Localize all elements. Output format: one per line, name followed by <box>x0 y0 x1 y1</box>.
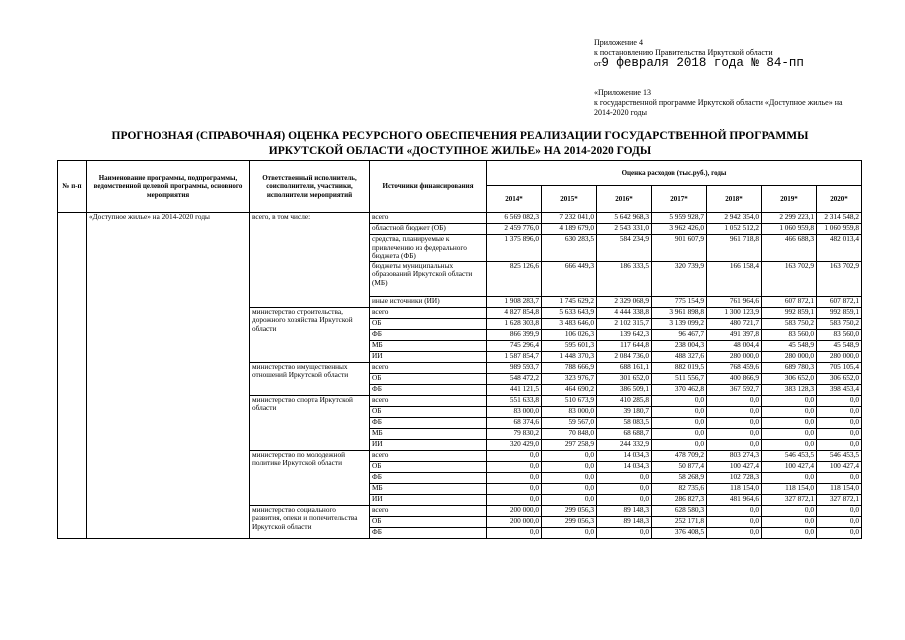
value-cell: 5 959 928,7 <box>652 213 707 224</box>
value-cell: 0,0 <box>652 395 707 406</box>
source-cell: всего <box>370 213 487 224</box>
value-cell: 0,0 <box>817 417 862 428</box>
value-cell: 478 709,2 <box>652 450 707 461</box>
value-cell: 488 327,6 <box>652 351 707 362</box>
value-cell: 0,0 <box>597 483 652 494</box>
value-cell: 367 592,7 <box>707 384 762 395</box>
value-cell: 280 000,0 <box>707 351 762 362</box>
value-cell: 238 004,3 <box>652 340 707 351</box>
value-cell: 50 877,4 <box>652 461 707 472</box>
responsible-cell: министерство имущественных отношений Иркутской области <box>250 362 370 395</box>
value-cell: 5 633 643,9 <box>542 307 597 318</box>
value-cell: 2 543 331,0 <box>597 224 652 235</box>
value-cell: 0,0 <box>542 483 597 494</box>
value-cell: 0,0 <box>817 527 862 538</box>
value-cell: 5 642 968,3 <box>597 213 652 224</box>
source-cell: ОБ <box>370 318 487 329</box>
value-cell: 200 000,0 <box>487 516 542 527</box>
value-cell: 768 459,6 <box>707 362 762 373</box>
value-cell: 301 652,0 <box>597 373 652 384</box>
value-cell: 83 560,0 <box>817 329 862 340</box>
value-cell: 745 296,4 <box>487 340 542 351</box>
value-cell: 118 154,0 <box>817 483 862 494</box>
value-cell: 3 139 099,2 <box>652 318 707 329</box>
value-cell: 628 580,3 <box>652 505 707 516</box>
value-cell: 2 084 736,0 <box>597 351 652 362</box>
value-cell: 139 642,3 <box>597 329 652 340</box>
value-cell: 166 158,4 <box>707 261 762 296</box>
resolution-date: 9 февраля 2018 года № 84-пп <box>601 56 804 70</box>
value-cell: 788 666,9 <box>542 362 597 373</box>
value-cell: 989 593,7 <box>487 362 542 373</box>
value-cell: 761 964,6 <box>707 296 762 307</box>
program-appendix-header <box>594 88 854 118</box>
value-cell: 551 633,8 <box>487 395 542 406</box>
source-cell: ОБ <box>370 406 487 417</box>
source-cell: всего <box>370 505 487 516</box>
value-cell: 0,0 <box>652 428 707 439</box>
value-cell: 410 285,8 <box>597 395 652 406</box>
value-cell: 0,0 <box>707 439 762 450</box>
value-cell: 803 274,3 <box>707 450 762 461</box>
value-cell: 2 314 548,2 <box>817 213 862 224</box>
value-cell: 1 060 959,8 <box>817 224 862 235</box>
value-cell: 163 702,9 <box>817 261 862 296</box>
value-cell: 3 962 426,0 <box>652 224 707 235</box>
resolution-date-line <box>594 58 804 69</box>
value-cell: 306 652,0 <box>762 373 817 384</box>
value-cell: 0,0 <box>707 428 762 439</box>
source-cell: всего <box>370 362 487 373</box>
value-cell: 320 739,9 <box>652 261 707 296</box>
value-cell: 491 397,8 <box>707 329 762 340</box>
value-cell: 0,0 <box>707 406 762 417</box>
source-cell: всего <box>370 395 487 406</box>
value-cell: 1 628 303,8 <box>487 318 542 329</box>
source-cell: ИИ <box>370 351 487 362</box>
value-cell: 0,0 <box>707 417 762 428</box>
value-cell: 68 688,7 <box>597 428 652 439</box>
value-cell: 992 859,1 <box>817 307 862 318</box>
value-cell: 825 126,6 <box>487 261 542 296</box>
value-cell: 1 060 959,8 <box>762 224 817 235</box>
value-cell: 6 569 082,3 <box>487 213 542 224</box>
value-cell: 323 976,7 <box>542 373 597 384</box>
value-cell: 100 427,4 <box>707 461 762 472</box>
value-cell: 775 154,9 <box>652 296 707 307</box>
program-reference: к государственной программе Иркутской области «Доступное жилье» на 2014-2020 годы <box>594 98 843 117</box>
value-cell: 327 872,1 <box>817 494 862 505</box>
value-cell: 584 234,9 <box>597 235 652 262</box>
responsible-cell: министерство спорта Иркутской области <box>250 395 370 450</box>
col-header-year: 2017* <box>652 186 707 213</box>
value-cell: 398 453,4 <box>817 384 862 395</box>
source-cell: всего <box>370 450 487 461</box>
value-cell: 0,0 <box>817 516 862 527</box>
appendix-header <box>594 38 804 69</box>
source-cell: ИИ <box>370 439 487 450</box>
value-cell: 0,0 <box>817 439 862 450</box>
value-cell: 297 258,9 <box>542 439 597 450</box>
value-cell: 100 427,4 <box>762 461 817 472</box>
source-cell: ФБ <box>370 384 487 395</box>
value-cell: 306 652,0 <box>817 373 862 384</box>
resource-table <box>57 160 862 539</box>
value-cell: 117 644,8 <box>597 340 652 351</box>
source-cell: МБ <box>370 483 487 494</box>
value-cell: 0,0 <box>542 527 597 538</box>
value-cell: 7 232 041,0 <box>542 213 597 224</box>
value-cell: 866 399,9 <box>487 329 542 340</box>
value-cell: 59 567,0 <box>542 417 597 428</box>
value-cell: 441 121,5 <box>487 384 542 395</box>
program-appendix-number: «Приложение 13 <box>594 88 651 97</box>
value-cell: 0,0 <box>762 439 817 450</box>
value-cell: 45 548,9 <box>817 340 862 351</box>
title-line-1: ПРОГНОЗНАЯ (СПРАВОЧНАЯ) ОЦЕНКА РЕСУРСНОГО ОБЕСПЕЧЕНИЯ РЕАЛИЗАЦИИ ГОСУДАРСТВЕННОЙ ПРОГРАММЫ <box>111 130 809 142</box>
value-cell: 68 374,6 <box>487 417 542 428</box>
value-cell: 4 827 854,8 <box>487 307 542 318</box>
value-cell: 244 332,9 <box>597 439 652 450</box>
col-header-num: № п-п <box>58 161 87 213</box>
value-cell: 299 056,3 <box>542 516 597 527</box>
value-cell: 383 128,3 <box>762 384 817 395</box>
row-number-cell <box>58 213 87 539</box>
source-cell: ФБ <box>370 329 487 340</box>
source-cell: МБ <box>370 428 487 439</box>
value-cell: 96 467,7 <box>652 329 707 340</box>
value-cell: 688 161,1 <box>597 362 652 373</box>
value-cell: 299 056,3 <box>542 505 597 516</box>
value-cell: 200 000,0 <box>487 505 542 516</box>
value-cell: 0,0 <box>707 395 762 406</box>
source-cell: ОБ <box>370 516 487 527</box>
value-cell: 0,0 <box>597 472 652 483</box>
value-cell: 163 702,9 <box>762 261 817 296</box>
source-cell: бюджеты муниципальных образований Иркутской области (МБ) <box>370 261 487 296</box>
value-cell: 0,0 <box>487 494 542 505</box>
col-header-year: 2014* <box>487 186 542 213</box>
value-cell: 14 034,3 <box>597 461 652 472</box>
value-cell: 464 690,2 <box>542 384 597 395</box>
value-cell: 14 034,3 <box>597 450 652 461</box>
value-cell: 0,0 <box>762 527 817 538</box>
value-cell: 1 587 854,7 <box>487 351 542 362</box>
value-cell: 1 300 123,9 <box>707 307 762 318</box>
value-cell: 0,0 <box>487 461 542 472</box>
value-cell: 0,0 <box>597 527 652 538</box>
value-cell: 510 673,9 <box>542 395 597 406</box>
value-cell: 1 375 896,0 <box>487 235 542 262</box>
value-cell: 548 472,2 <box>487 373 542 384</box>
value-cell: 89 148,3 <box>597 505 652 516</box>
value-cell: 0,0 <box>762 472 817 483</box>
value-cell: 4 189 679,0 <box>542 224 597 235</box>
value-cell: 2 102 315,7 <box>597 318 652 329</box>
source-cell: ОБ <box>370 461 487 472</box>
value-cell: 106 026,3 <box>542 329 597 340</box>
value-cell: 901 607,9 <box>652 235 707 262</box>
date-prefix: от <box>594 59 602 68</box>
value-cell: 58 268,9 <box>652 472 707 483</box>
value-cell: 607 872,1 <box>762 296 817 307</box>
table-row <box>58 213 862 224</box>
value-cell: 82 735,6 <box>652 483 707 494</box>
value-cell: 595 601,3 <box>542 340 597 351</box>
source-cell: иные источники (ИИ) <box>370 296 487 307</box>
value-cell: 2 299 223,1 <box>762 213 817 224</box>
value-cell: 39 180,7 <box>597 406 652 417</box>
value-cell: 45 548,9 <box>762 340 817 351</box>
value-cell: 83 560,0 <box>762 329 817 340</box>
value-cell: 0,0 <box>817 505 862 516</box>
responsible-cell: всего, в том числе: <box>250 213 370 308</box>
value-cell: 0,0 <box>542 450 597 461</box>
col-header-year: 2020* <box>817 186 862 213</box>
value-cell: 689 780,3 <box>762 362 817 373</box>
value-cell: 0,0 <box>542 461 597 472</box>
value-cell: 0,0 <box>762 406 817 417</box>
value-cell: 0,0 <box>487 450 542 461</box>
col-header-name: Наименование программы, подпрограммы, ведомственной целевой программы, основного мероприятия <box>87 161 250 213</box>
value-cell: 89 148,3 <box>597 516 652 527</box>
value-cell: 0,0 <box>652 406 707 417</box>
source-cell: ИИ <box>370 494 487 505</box>
value-cell: 583 750,2 <box>817 318 862 329</box>
value-cell: 3 483 646,0 <box>542 318 597 329</box>
value-cell: 0,0 <box>762 505 817 516</box>
value-cell: 481 964,6 <box>707 494 762 505</box>
col-header-year: 2018* <box>707 186 762 213</box>
source-cell: всего <box>370 307 487 318</box>
value-cell: 1 745 629,2 <box>542 296 597 307</box>
value-cell: 0,0 <box>707 516 762 527</box>
value-cell: 882 019,5 <box>652 362 707 373</box>
col-header-estimate: Оценка расходов (тыс.руб.), годы <box>487 161 862 186</box>
value-cell: 961 718,8 <box>707 235 762 262</box>
value-cell: 0,0 <box>652 417 707 428</box>
value-cell: 546 453,5 <box>762 450 817 461</box>
value-cell: 0,0 <box>762 428 817 439</box>
value-cell: 0,0 <box>487 472 542 483</box>
value-cell: 0,0 <box>707 527 762 538</box>
value-cell: 2 329 068,9 <box>597 296 652 307</box>
value-cell: 0,0 <box>762 395 817 406</box>
value-cell: 1 908 283,7 <box>487 296 542 307</box>
value-cell: 630 283,5 <box>542 235 597 262</box>
responsible-cell: министерство социального развития, опеки и попечительства Иркутской области <box>250 505 370 538</box>
value-cell: 0,0 <box>817 395 862 406</box>
value-cell: 48 004,4 <box>707 340 762 351</box>
value-cell: 0,0 <box>542 472 597 483</box>
title-line-2: ИРКУТСКОЙ ОБЛАСТИ «ДОСТУПНОЕ ЖИЛЬЕ» НА 2014-2020 ГОДЫ <box>268 145 652 157</box>
value-cell: 118 154,0 <box>707 483 762 494</box>
value-cell: 327 872,1 <box>762 494 817 505</box>
value-cell: 2 459 776,0 <box>487 224 542 235</box>
value-cell: 4 444 338,8 <box>597 307 652 318</box>
value-cell: 118 154,0 <box>762 483 817 494</box>
value-cell: 0,0 <box>762 516 817 527</box>
value-cell: 100 427,4 <box>817 461 862 472</box>
value-cell: 400 866,9 <box>707 373 762 384</box>
value-cell: 58 083,5 <box>597 417 652 428</box>
value-cell: 370 462,8 <box>652 384 707 395</box>
value-cell: 280 000,0 <box>817 351 862 362</box>
source-cell: областной бюджет (ОБ) <box>370 224 487 235</box>
value-cell: 320 429,0 <box>487 439 542 450</box>
program-name-cell: «Доступное жилье» на 2014-2020 годы <box>87 213 250 539</box>
value-cell: 0,0 <box>817 406 862 417</box>
source-cell: ОБ <box>370 373 487 384</box>
source-cell: ФБ <box>370 527 487 538</box>
value-cell: 79 830,2 <box>487 428 542 439</box>
value-cell: 0,0 <box>817 428 862 439</box>
value-cell: 482 013,4 <box>817 235 862 262</box>
appendix-number: Приложение 4 <box>594 38 643 47</box>
value-cell: 3 961 898,8 <box>652 307 707 318</box>
source-cell: ФБ <box>370 472 487 483</box>
value-cell: 386 509,1 <box>597 384 652 395</box>
col-header-year: 2019* <box>762 186 817 213</box>
value-cell: 0,0 <box>707 505 762 516</box>
value-cell: 0,0 <box>597 494 652 505</box>
resolution-reference: к постановлению Правительства Иркутской области <box>594 48 773 57</box>
value-cell: 480 721,7 <box>707 318 762 329</box>
value-cell: 0,0 <box>817 472 862 483</box>
value-cell: 2 942 354,0 <box>707 213 762 224</box>
value-cell: 70 848,0 <box>542 428 597 439</box>
value-cell: 0,0 <box>652 439 707 450</box>
value-cell: 511 556,7 <box>652 373 707 384</box>
value-cell: 0,0 <box>542 494 597 505</box>
value-cell: 583 750,2 <box>762 318 817 329</box>
source-cell: МБ <box>370 340 487 351</box>
value-cell: 376 408,5 <box>652 527 707 538</box>
responsible-cell: министерство по молодежной политике Иркутской области <box>250 450 370 505</box>
col-header-year: 2015* <box>542 186 597 213</box>
responsible-cell: министерство строительства, дорожного хозяйства Иркутской области <box>250 307 370 362</box>
value-cell: 0,0 <box>762 417 817 428</box>
value-cell: 466 688,3 <box>762 235 817 262</box>
value-cell: 286 827,3 <box>652 494 707 505</box>
source-cell: ФБ <box>370 417 487 428</box>
value-cell: 280 000,0 <box>762 351 817 362</box>
value-cell: 1 052 512,2 <box>707 224 762 235</box>
col-header-resp: Ответственный исполнитель, соисполнители, участники, исполнители мероприятий <box>250 161 370 213</box>
value-cell: 0,0 <box>487 527 542 538</box>
value-cell: 186 333,5 <box>597 261 652 296</box>
value-cell: 666 449,3 <box>542 261 597 296</box>
source-cell: средства, планируемые к привлечению из федерального бюджета (ФБ) <box>370 235 487 262</box>
col-header-source: Источники финансирования <box>370 161 487 213</box>
value-cell: 0,0 <box>487 483 542 494</box>
value-cell: 607 872,1 <box>817 296 862 307</box>
value-cell: 83 000,0 <box>542 406 597 417</box>
value-cell: 252 171,8 <box>652 516 707 527</box>
value-cell: 992 859,1 <box>762 307 817 318</box>
value-cell: 83 000,0 <box>487 406 542 417</box>
value-cell: 705 105,4 <box>817 362 862 373</box>
document-title <box>60 129 860 159</box>
value-cell: 1 448 370,3 <box>542 351 597 362</box>
value-cell: 102 728,3 <box>707 472 762 483</box>
value-cell: 546 453,5 <box>817 450 862 461</box>
col-header-year: 2016* <box>597 186 652 213</box>
